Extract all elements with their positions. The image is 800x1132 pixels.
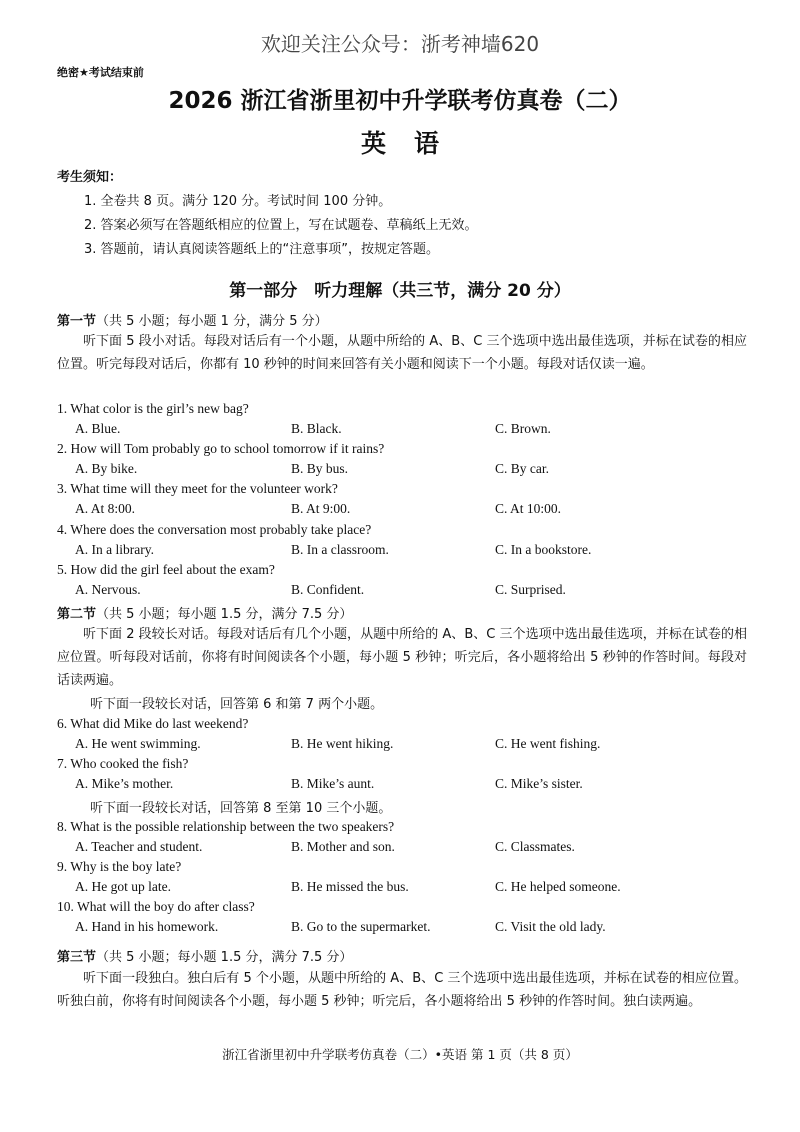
section-label: 第一节 — [57, 314, 97, 329]
option-b[interactable]: B. By bus. — [291, 461, 349, 476]
options-9 — [75, 879, 775, 897]
options-5 — [75, 582, 775, 600]
option-c[interactable]: C. Brown. — [495, 421, 551, 436]
option-a[interactable]: A. Hand in his homework. — [75, 919, 219, 934]
section-two-heading — [57, 603, 352, 622]
section-three-heading — [57, 946, 352, 965]
option-b[interactable]: B. He missed the bus. — [291, 879, 409, 894]
dialogue-two-intro: 听下面一段较长对话，回答第 8 至第 10 三个小题。 — [90, 801, 392, 816]
option-c[interactable]: C. Visit the old lady. — [495, 919, 606, 934]
question-1: 1. What color is the girl’s new bag? — [57, 401, 249, 416]
watermark-text: 欢迎关注公众号：浙考神墙620 — [260, 32, 540, 56]
section-label: 第二节 — [57, 607, 97, 622]
notice-item: 1. 全卷共 8 页。满分 120 分。考试时间 100 分钟。 — [84, 194, 392, 209]
option-a[interactable]: A. He went swimming. — [75, 736, 201, 751]
question-7: 7. Who cooked the fish? — [57, 756, 189, 771]
option-c[interactable]: C. He went fishing. — [495, 736, 601, 751]
option-a[interactable]: A. Mike’s mother. — [75, 776, 174, 791]
option-a[interactable]: A. Nervous. — [75, 582, 141, 597]
question-4: 4. Where does the conversation most probably take place? — [57, 522, 372, 537]
question-9: 9. Why is the boy late? — [57, 859, 182, 874]
option-c[interactable]: C. At 10:00. — [495, 501, 562, 516]
option-b[interactable]: B. Mike’s aunt. — [291, 776, 375, 791]
section-scoring: （共 5 小题；每小题 1 分，满分 5 分） — [96, 314, 328, 329]
question-10: 10. What will the boy do after class? — [57, 899, 255, 914]
section-one-instructions: 听下面 5 段小对话。每段对话后有一个小题，从题中所给的 A、B、C 三个选项中选出最佳选项，并标在试卷的相应位置。听完每段对话后，你都有 10 秒钟的时间来回答有关小题和阅读下一个小题。每段对话仅读一遍。 — [57, 334, 747, 372]
option-b[interactable]: B. Mother and son. — [291, 839, 395, 854]
secret-label: 绝密★考试结束前 — [57, 66, 144, 79]
section-two-instructions: 听下面 2 段较长对话。每段对话后有几个小题，从题中所给的 A、B、C 三个选项中选出最佳选项，并标在试卷的相应位置。听每段对话前，你将有时间阅读各个小题，每小题 5 秒钟；听完后，各小题将给出 5 秒钟的作答时间。每段对话读两遍。 — [57, 627, 747, 688]
option-b[interactable]: B. Confident. — [291, 582, 365, 597]
notice-item: 2. 答案必须写在答题纸相应的位置上，写在试题卷、草稿纸上无效。 — [84, 218, 478, 233]
exam-title: 2026 浙江省浙里初中升学联考仿真卷（二） — [168, 88, 632, 114]
option-c[interactable]: C. Mike’s sister. — [495, 776, 583, 791]
option-a[interactable]: A. He got up late. — [75, 879, 171, 894]
option-a[interactable]: A. By bike. — [75, 461, 138, 476]
options-6 — [75, 736, 775, 754]
question-3: 3. What time will they meet for the volunteer work? — [57, 481, 338, 496]
page-footer: 浙江省浙里初中升学联考仿真卷（二）•英语 第 1 页（共 8 页） — [222, 1047, 578, 1062]
options-1 — [75, 421, 775, 439]
options-4 — [75, 542, 775, 560]
option-b[interactable]: B. At 9:00. — [291, 501, 351, 516]
option-b[interactable]: B. He went hiking. — [291, 736, 394, 751]
dialogue-one-intro: 听下面一段较长对话，回答第 6 和第 7 两个小题。 — [90, 697, 384, 712]
option-c[interactable]: C. Surprised. — [495, 582, 566, 597]
option-c[interactable]: C. By car. — [495, 461, 549, 476]
question-2: 2. How will Tom probably go to school tomorrow if it rains? — [57, 441, 385, 456]
section-label: 第三节 — [57, 950, 97, 965]
option-a[interactable]: A. Teacher and student. — [75, 839, 203, 854]
option-c[interactable]: C. Classmates. — [495, 839, 575, 854]
subject-title: 英语 — [360, 129, 467, 158]
options-3 — [75, 501, 775, 519]
options-8 — [75, 839, 775, 857]
section-scoring: （共 5 小题；每小题 1.5 分，满分 7.5 分） — [96, 607, 353, 622]
option-a[interactable]: A. At 8:00. — [75, 501, 136, 516]
options-7 — [75, 776, 775, 794]
option-c[interactable]: C. He helped someone. — [495, 879, 621, 894]
options-2 — [75, 461, 775, 479]
option-c[interactable]: C. In a bookstore. — [495, 542, 592, 557]
option-a[interactable]: A. In a library. — [75, 542, 154, 557]
notice-item: 3. 答题前，请认真阅读答题纸上的“注意事项”，按规定答题。 — [84, 242, 440, 257]
option-b[interactable]: B. In a classroom. — [291, 542, 389, 557]
options-10 — [75, 919, 775, 937]
section-one-heading — [57, 310, 328, 329]
notice-heading: 考生须知： — [57, 170, 123, 185]
question-6: 6. What did Mike do last weekend? — [57, 716, 249, 731]
option-b[interactable]: B. Go to the supermarket. — [291, 919, 431, 934]
option-a[interactable]: A. Blue. — [75, 421, 121, 436]
section-scoring: （共 5 小题；每小题 1.5 分，满分 7.5 分） — [96, 950, 353, 965]
option-b[interactable]: B. Black. — [291, 421, 342, 436]
question-8: 8. What is the possible relationship between the two speakers? — [57, 819, 395, 834]
part-one-title: 第一部分 听力理解（共三节，满分 20 分） — [229, 281, 571, 301]
section-three-instructions: 听下面一段独白。独白后有 5 个小题，从题中所给的 A、B、C 三个选项中选出最佳选项，并标在试卷的相应位置。听独白前，你将有时间阅读各个小题，每小题 5 秒钟；听完后，各小题将给出 5 秒钟的作答时间。独白读两遍。 — [57, 971, 747, 1009]
notice-list — [84, 190, 764, 262]
question-5: 5. How did the girl feel about the exam? — [57, 562, 275, 577]
